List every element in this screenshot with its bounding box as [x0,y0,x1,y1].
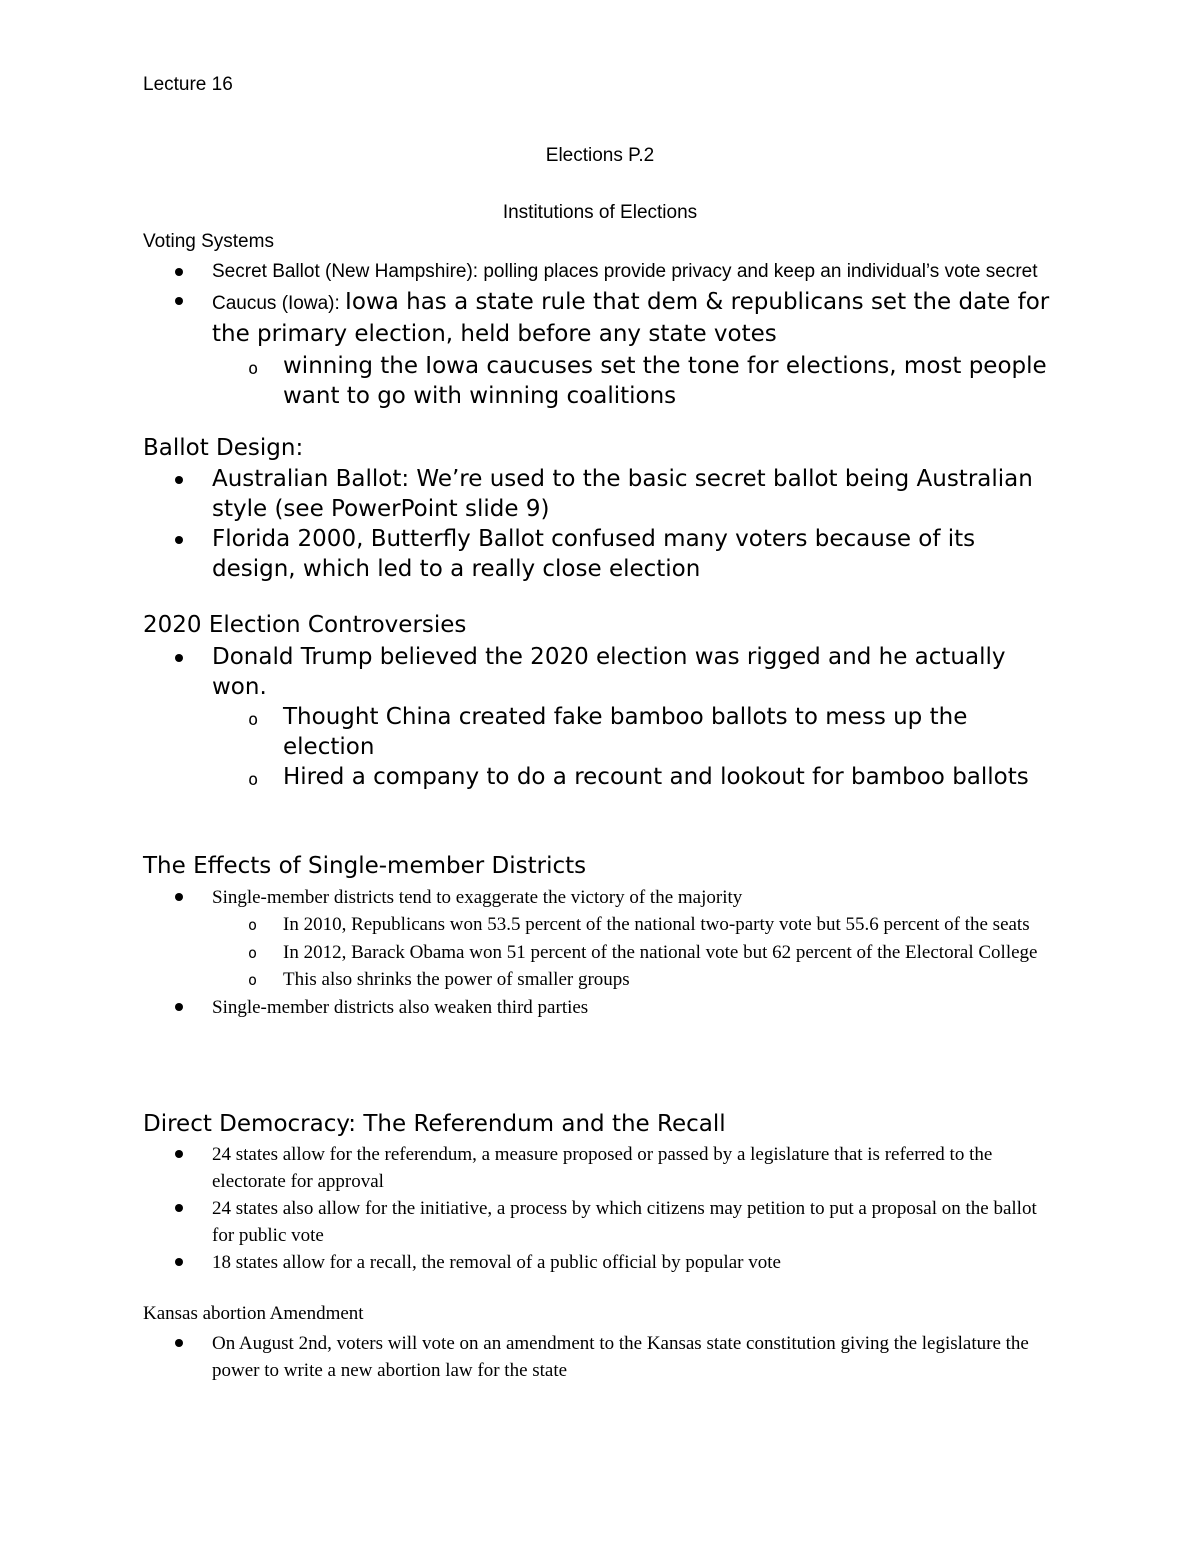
list-item [143,258,1063,286]
sub-bullet-marker: o [248,943,258,962]
kansas-heading: Kansas abortion Amendment [143,1303,364,1324]
recall-text: 18 states allow for a recall, the removal of a public official by popular vote [212,1252,781,1273]
sub-bullet-marker: o [248,710,259,730]
list-item [212,939,1063,967]
referendum-text: 24 states allow for the referendum, a measure proposed or passed by a legislature that is referred to the electorate for approval [212,1144,993,1192]
controversies-list [143,642,1063,792]
republicans-2010-text: In 2010, Republicans won 53.5 percent of the national two-party vote but 55.6 percent of the seats [283,914,1030,935]
secret-ballot-text: Secret Ballot (New Hampshire): polling places provide privacy and keep an individual’s vote secret [212,261,1038,282]
sub-bullet-marker: o [248,359,259,379]
list-item [143,287,1063,411]
direct-democracy-list [143,1141,1063,1276]
sub-bullet-marker: o [248,916,258,934]
caucus-label: Caucus (Iowa): [212,293,346,314]
caucus-text: Iowa has a state rule that dem & republicans set the date for the primary election, held before any state votes [212,289,1050,347]
controversies-heading: 2020 Election Controversies [143,612,467,638]
australian-ballot-text: Australian Ballot: We’re used to the basic secret ballot being Australian style (see PowerPoint slide 9) [212,466,1033,522]
obama-2012-text: In 2012, Barack Obama won 51 percent of the national vote but 62 percent of the Electoral College [283,941,1038,963]
controversy-text: Donald Trump believed the 2020 election was rigged and he actually won. [212,644,1006,700]
initiative-text: 24 states also allow for the initiative, a process by which citizens may petition to put a proposal on the ballot for public vote [212,1198,1037,1246]
districts-list [143,884,1063,1021]
list-item [143,884,1063,994]
list-item [143,1249,1063,1276]
controversies-sublist [212,702,1063,792]
list-item [143,1141,1063,1195]
third-parties-text: Single-member districts also weaken third parties [212,996,589,1018]
list-item [143,524,1063,584]
bamboo-ballots-text: Thought China created fake bamboo ballots to mess up the election [283,704,968,760]
list-item [212,351,1063,411]
ballot-design-heading: Ballot Design: [143,435,304,461]
smaller-groups-text: This also shrinks the power of smaller groups [283,969,630,990]
caucus-subitem-text: winning the Iowa caucuses set the tone for elections, most people want to go with winning coalitions [283,353,1047,409]
list-item [212,702,1063,762]
kansas-list [143,1330,1063,1384]
list-item [212,966,1063,994]
list-item [143,464,1063,524]
voting-systems-list [143,258,1063,411]
butterfly-ballot-text: Florida 2000, Butterfly Ballot confused many voters because of its design, which led to a really close election [212,526,976,582]
sub-bullet-marker: o [248,971,258,989]
sub-bullet-marker: o [248,770,259,790]
document-subtitle: Institutions of Elections [502,202,698,223]
list-item [143,642,1063,792]
districts-sublist [212,911,1063,994]
ballot-design-list [143,464,1063,584]
caucus-sublist [212,351,1063,411]
list-item [212,762,1063,792]
recount-text: Hired a company to do a recount and lookout for bamboo ballots [283,764,1029,790]
list-item [212,911,1063,939]
document-title: Elections P.2 [545,145,655,166]
list-item [143,1330,1063,1384]
kansas-amendment-text: On August 2nd, voters will vote on an amendment to the Kansas state constitution giving the legislature the power to write a new abortion law for the state [212,1333,1029,1381]
voting-systems-heading: Voting Systems [143,231,274,252]
districts-item-text: Single-member districts tend to exaggerate the victory of the majority [212,887,743,908]
lecture-label: Lecture 16 [143,74,233,95]
list-item [143,994,1063,1021]
districts-heading: The Effects of Single-member Districts [143,853,587,879]
list-item [143,1195,1063,1249]
direct-democracy-heading: Direct Democracy: The Referendum and the Recall [143,1111,726,1137]
